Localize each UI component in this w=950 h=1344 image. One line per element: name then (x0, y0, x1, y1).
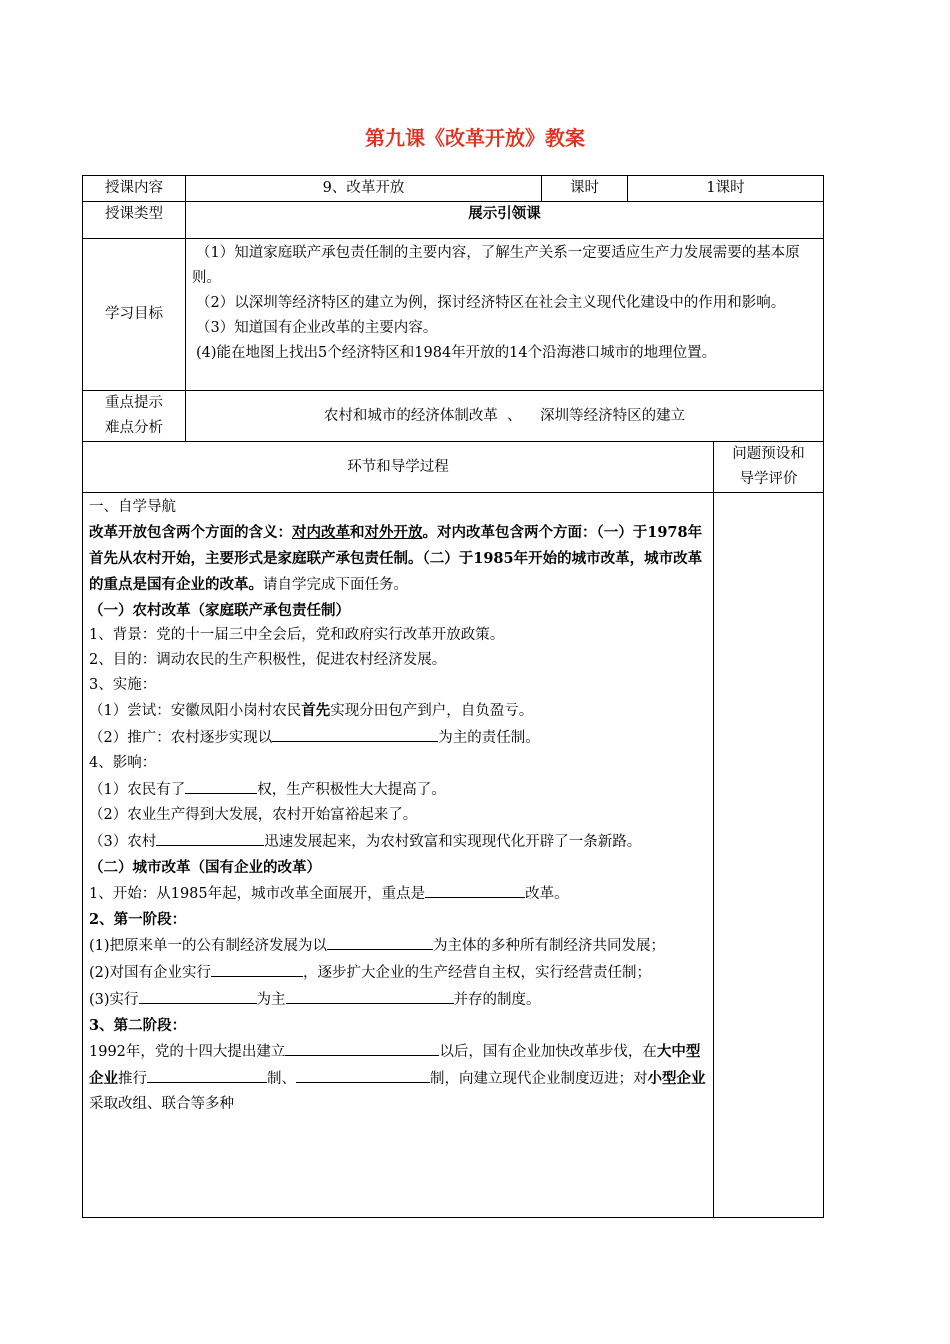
fill-blank[interactable] (296, 1065, 396, 1083)
intro-term-internal-reform: 对内改革 (292, 524, 350, 541)
row-goals (83, 239, 824, 391)
goal-item: (4)能在地图上找出5个经济特区和1984年开放的14个沿海港口城市的地理位置。 (196, 345, 717, 361)
intro-term-opening-up: 对外开放 (364, 524, 423, 541)
rural-title: （一）农村改革（家庭联产承包责任制） (89, 602, 350, 619)
rural-item: （2）推广：农村逐步实现以 为主的责任制。 (89, 724, 707, 751)
rural-item: （3）农村 迅速发展起来，为农村致富和实现现代化开辟了一条新路。 (89, 828, 707, 855)
goals-label: 学习目标 (83, 239, 186, 391)
rural-item: （1）尝试：安徽凤阳小岗村农民首先实现分田包产到户，自负盈亏。 (89, 702, 534, 719)
rural-item: 3、实施： (89, 677, 157, 693)
rural-item: （1）农民有了 权，生产积极性大大提高了。 (89, 776, 707, 803)
goal-item: （1）知道家庭联产承包责任制的主要内容，了解生产关系一定要适应生产力发展需要的基本原则。 (192, 245, 800, 286)
keypoints-label (83, 391, 186, 442)
city-title: （二）城市改革（国有企业的改革） (89, 859, 321, 876)
evaluation-column (714, 493, 824, 1218)
fill-blank[interactable] (147, 1065, 267, 1083)
keypoints-value: 农村和城市的经济体制改革 、 深圳等经济特区的建立 (186, 391, 824, 442)
process-header-left: 环节和导学过程 (83, 442, 714, 493)
intro-paragraph: 改革开放包含两个方面的含义：对内改革和对外开放。对内改革包含两个方面：（一）于1978年首先从农村开始，主要形式是家庭联产承包责任制。（二）于1985年开始的城市改革，城市改革的重点是国有企业的改革。请自学完成下面任务。 (89, 524, 703, 593)
city-item: 2、第一阶段： (89, 911, 187, 928)
fill-blank[interactable] (425, 880, 525, 898)
row-body (83, 493, 824, 1218)
fill-blank[interactable] (185, 776, 257, 794)
fill-blank[interactable] (285, 1038, 439, 1056)
fill-blank[interactable] (156, 828, 264, 846)
process-header-right-2: 导学评价 (739, 471, 798, 487)
row-type (83, 202, 824, 239)
content-value: 9、改革开放 (186, 176, 542, 202)
keypoints-label-2: 难点分析 (105, 420, 163, 436)
city-item: 3、第二阶段： (89, 1017, 187, 1034)
city-item: (1)把原来单一的公有制经济发展为以 为主体的多种所有制经济共同发展； (89, 932, 707, 959)
type-label: 授课类型 (83, 202, 186, 239)
goals-list (186, 239, 824, 391)
city-item: 1992年，党的十四大提出建立 以后，国有企业加快改革步伐，在大中型企业推行 制、 制，向建立现代企业制度迈进；对小型企业采取改组、联合等多种 (89, 1038, 707, 1117)
fill-blank[interactable] (327, 932, 433, 950)
row-content (83, 176, 824, 202)
document-title: 第九课《改革开放》教案 (365, 126, 585, 150)
fill-blank[interactable] (139, 986, 257, 1004)
process-header-right-1: 问题预设和 (732, 446, 805, 462)
keypoints-label-1: 重点提示 (105, 395, 163, 411)
hours-value: 1课时 (628, 176, 824, 202)
section-title: 一、自学导航 (89, 499, 176, 515)
rural-item: 1、背景：党的十一届三中全会后，党和政府实行改革开放政策。 (89, 627, 505, 643)
rural-item: （2）农业生产得到大发展，农村开始富裕起来了。 (89, 807, 418, 823)
fill-blank[interactable] (272, 724, 438, 742)
hours-label: 课时 (542, 176, 628, 202)
row-keypoints (83, 391, 824, 442)
fill-blank[interactable] (286, 986, 454, 1004)
row-process-header (83, 442, 824, 493)
fill-blank[interactable] (396, 1065, 430, 1083)
lesson-plan-table (82, 175, 824, 1218)
guide-body (83, 493, 714, 1218)
goal-item: （2）以深圳等经济特区的建立为例，探讨经济特区在社会主义现代化建设中的作用和影响。 (196, 295, 786, 311)
fill-blank[interactable] (211, 959, 303, 977)
city-item: (3)实行 为主 并存的制度。 (89, 986, 707, 1013)
city-item: (2)对国有企业实行 ，逐步扩大企业的生产经营自主权，实行经营责任制； (89, 959, 707, 986)
goal-item: （3）知道国有企业改革的主要内容。 (196, 320, 438, 336)
process-header-right (714, 442, 824, 493)
rural-item: 2、目的：调动农民的生产积极性，促进农村经济发展。 (89, 652, 447, 668)
content-label: 授课内容 (83, 176, 186, 202)
city-item: 1、开始：从1985年起，城市改革全面展开，重点是 改革。 (89, 880, 707, 907)
type-value: 展示引领课 (186, 202, 824, 239)
rural-item: 4、影响： (89, 755, 157, 771)
